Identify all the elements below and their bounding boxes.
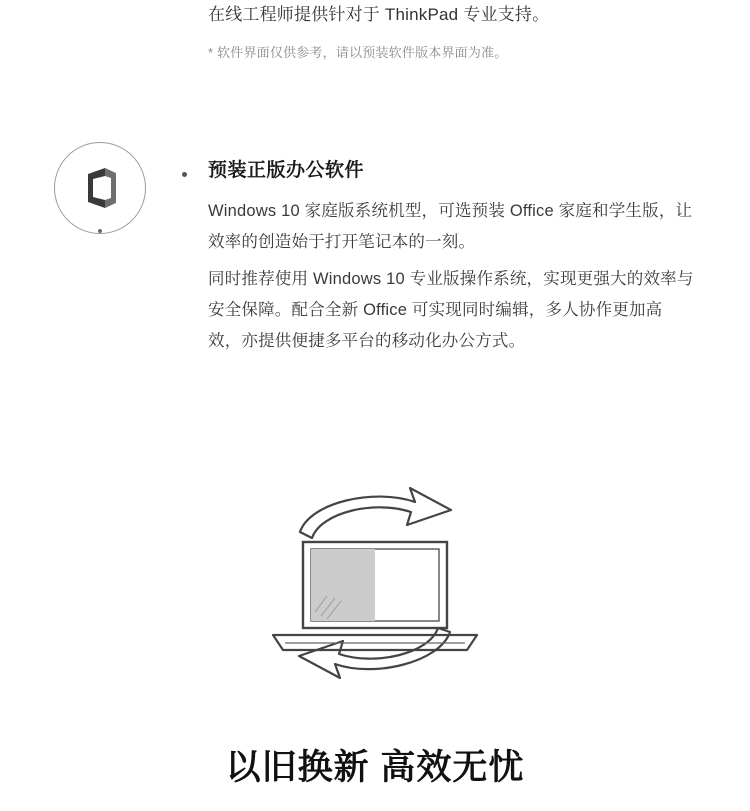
- software-disclaimer-note: * 软件界面仅供参考，请以预装软件版本界面为准。: [208, 45, 508, 60]
- trade-in-title: 以旧换新 高效无忧: [225, 748, 525, 787]
- office-paragraph-2: 同时推荐使用 Windows 10 专业版操作系统，实现更强大的效率与安全保障。配合全新 Office 可实现同时编辑，多人协作更加高效，亦提供便捷多平台的移动化办公方式。: [208, 270, 694, 350]
- office-logo-icon: [54, 142, 148, 236]
- office-section-title: 预装正版办公软件: [208, 160, 365, 181]
- office-bullet-icon: [182, 172, 187, 177]
- office-icon-dot: [98, 229, 102, 233]
- laptop-recycle-illustration: [255, 480, 495, 695]
- support-line-text: 在线工程师提供针对于 ThinkPad 专业支持。: [208, 5, 550, 24]
- office-paragraph-1: Windows 10 家庭版系统机型，可选预装 Office 家庭和学生版，让效率的创造始于打开笔记本的一刻。: [208, 202, 693, 251]
- office-section-body: [208, 196, 694, 357]
- office-glyph-shape: [80, 166, 120, 210]
